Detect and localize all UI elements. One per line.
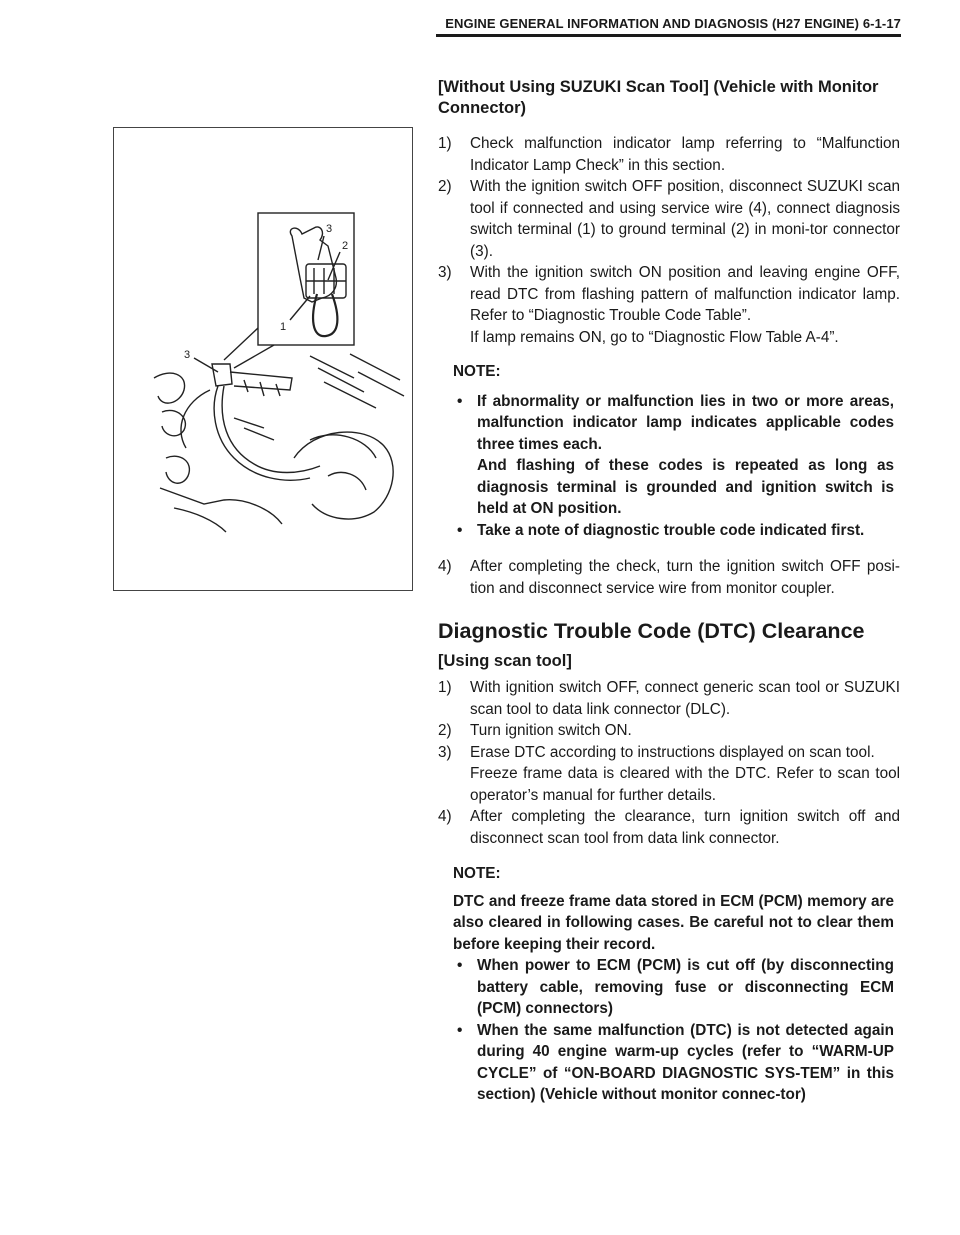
note-block-2 xyxy=(453,863,894,1106)
note-bullet: • If abnormality or malfunction lies in two or more areas, malfunction indicator lamp indicates applicable codes three times each. xyxy=(457,392,894,453)
page-header: ENGINE GENERAL INFORMATION AND DIAGNOSIS (H27 ENGINE) 6-1-17 xyxy=(445,16,901,31)
note-bullet: • When power to ECM (PCM) is cut off (by disconnecting battery cable, removing fuse or disconnecting ECM (PCM) connectors) xyxy=(457,957,894,1017)
list-item: 2) Turn ignition switch ON. xyxy=(438,722,632,739)
connector-illustration xyxy=(114,128,414,592)
list-item: 2) With the ignition switch OFF position, disconnect SUZUKI scan tool if connected and using service wire (4), connect diagnosis switch terminal (1) to ground terminal (2) in moni-tor connector (3). xyxy=(438,178,900,260)
list-item: 1) Check malfunction indicator lamp referring to “Malfunction Indicator Lamp Check” in this section. xyxy=(438,135,900,174)
note-bullet: • When the same malfunction (DTC) is not detected again during 40 engine warm-up cycles (refer to “WARM-UP CYCLE” of “ON-BOARD DIAGNOSTIC SYS-TEM” in this section) (Vehicle without monitor connec-tor) xyxy=(457,1021,894,1103)
section1-step4 xyxy=(438,556,900,599)
figure-label-connector: 3 xyxy=(326,223,333,235)
section-heading-dtc-clearance: Diagnostic Trouble Code (DTC) Clearance xyxy=(438,619,865,643)
list-item: 4) After completing the check, turn the ignition switch OFF posi-tion and disconnect service wire from monitor coupler. xyxy=(438,558,900,597)
note-label: NOTE: xyxy=(453,865,501,882)
section1-steps xyxy=(438,133,900,348)
list-item: 1) With ignition switch OFF, connect generic scan tool or SUZUKI scan tool to data link connector (DLC). xyxy=(438,679,900,718)
subheading-using-scan-tool: [Using scan tool] xyxy=(438,652,572,670)
section-heading-without-scan-tool: [Without Using SUZUKI Scan Tool] (Vehicle with Monitor Connector) xyxy=(438,78,879,117)
list-item: 3) Erase DTC according to instructions displayed on scan tool. Freeze frame data is cleared with the DTC. Refer to scan tool operator’s manual for further details. xyxy=(438,743,900,804)
list-item: 3) With the ignition switch ON position and leaving engine OFF, read DTC from flashing pattern of malfunction indicator lamp. Refer to “Diagnostic Trouble Code Table”. If lamp remains ON, go to “Diagnostic Flow Table A-4”. xyxy=(438,264,900,346)
note-bullet-continuation: And flashing of these codes is repeated as long as diagnosis terminal is grounded and ignition switch is held at ON position. xyxy=(477,457,894,517)
note-label: NOTE: xyxy=(453,363,501,380)
note-block-1 xyxy=(453,361,894,541)
note-paragraph: DTC and freeze frame data stored in ECM (PCM) memory are also cleared in following cases. Be careful not to clear them before keeping their record. xyxy=(453,892,894,953)
monitor-connector-figure xyxy=(113,127,413,591)
list-item: 4) After completing the clearance, turn ignition switch off and disconnect scan tool from data link connector. xyxy=(438,808,900,847)
figure-label-diagnosis-terminal: 1 xyxy=(280,321,287,333)
header-rule xyxy=(436,34,901,37)
section2-steps xyxy=(438,677,900,849)
figure-label-monitor-connector: 3 xyxy=(184,349,191,361)
figure-label-ground-terminal: 2 xyxy=(342,240,349,252)
note-bullet: • Take a note of diagnostic trouble code indicated first. xyxy=(457,521,865,539)
